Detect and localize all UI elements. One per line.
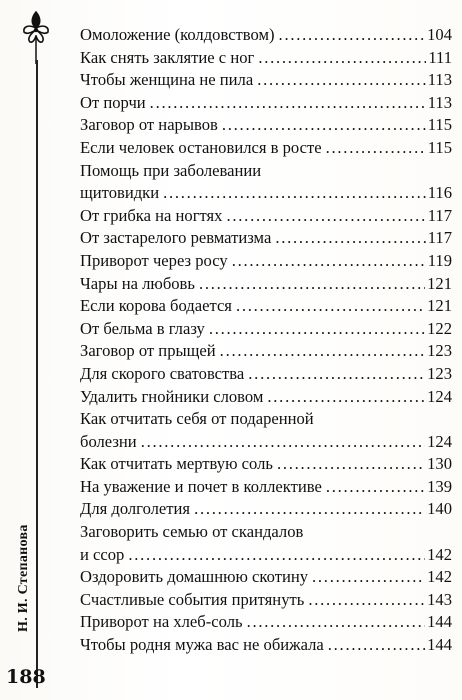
toc-entry-row [80,611,452,634]
toc-entry[interactable] [80,47,452,70]
toc-entry-title: От застарелого ревматизма [80,228,272,248]
toc-entry-row [80,318,452,341]
dot-leader [257,69,426,92]
dot-leader [312,566,425,589]
dot-leader [247,611,426,634]
toc-entry-row [80,205,452,228]
toc-entry-row [80,137,452,160]
toc-entry-page: 139 [427,476,452,496]
toc-entry-row [80,544,452,567]
toc-entry-page: 124 [427,386,452,406]
toc-entry-row [80,47,452,70]
toc-entry-page: 124 [427,431,452,451]
author-name: Н. И. Степанова [16,524,31,632]
dot-leader [258,47,426,70]
toc-entry-title: От грибка на ногтях [80,205,223,225]
toc-entry-page: 123 [427,341,452,361]
dot-leader [163,182,426,205]
dot-leader [220,340,425,363]
toc-entry-row [80,363,452,386]
toc-entry-title: Если человек остановился в росте [80,137,322,157]
toc-entry-page: 116 [427,183,452,203]
toc-entry[interactable] [80,273,452,296]
table-of-contents [80,24,452,657]
toc-entry[interactable] [80,340,452,363]
toc-entry-title: На уважение и почет в коллективе [80,476,322,496]
toc-entry[interactable] [80,498,452,521]
toc-entry[interactable] [80,408,452,453]
toc-entry-page: 117 [427,228,452,248]
dot-leader [236,295,425,318]
toc-entry-title: От бельма в глазу [80,318,205,338]
toc-entry-row [80,295,452,318]
toc-entry[interactable] [80,453,452,476]
toc-entry-row [80,386,452,409]
toc-entry-row [80,634,452,657]
toc-entry-page: 121 [427,273,452,293]
toc-entry-row [80,227,452,250]
toc-entry-title: и ссор [80,544,125,564]
dot-leader [275,227,425,250]
toc-entry-row [80,589,452,612]
toc-entry-row [80,114,452,137]
toc-entry-page: 130 [427,454,452,474]
toc-entry[interactable] [80,24,452,47]
toc-entry-row [80,340,452,363]
toc-entry-title: Омоложение (колдовством) [80,25,275,44]
toc-entry-page: 115 [427,115,452,135]
toc-entry-page: 140 [427,499,452,519]
toc-entry-row [80,476,452,499]
toc-entry-title: Как снять заклятие с ног [80,47,255,67]
toc-entry-title: Оздоровить домашнюю скотину [80,567,309,587]
toc-entry[interactable] [80,227,452,250]
toc-entry[interactable] [80,92,452,115]
toc-entry-title: Чтобы родня мужа вас не обижала [80,635,324,655]
toc-entry-title: Заговор от нарывов [80,115,218,135]
page-number: 188 [6,666,46,688]
toc-entry[interactable] [80,295,452,318]
dot-leader [194,498,425,521]
dot-leader [277,453,425,476]
dot-leader [209,318,425,341]
toc-entry-title-line: Помощь при заболевании [80,160,262,180]
dot-leader [248,363,425,386]
toc-entry-page: 121 [427,296,452,316]
toc-entry-title: щитовидки [80,183,160,203]
toc-entry-page: 111 [428,47,452,67]
toc-entry-row [80,431,452,454]
toc-entry-page: 115 [427,137,452,157]
toc-entry-page: 142 [427,567,452,587]
dot-leader [328,634,425,657]
dot-leader [326,476,425,499]
dot-leader [222,114,426,137]
toc-entry[interactable] [80,521,452,566]
toc-entry-title: Удалить гнойники словом [80,386,264,406]
toc-entry-page: 119 [427,250,452,270]
toc-entry-page: 113 [427,92,452,112]
toc-entry-page: 117 [427,205,452,225]
dot-leader [279,24,426,47]
toc-entry[interactable] [80,250,452,273]
dot-leader [232,250,426,273]
toc-entry-page: 113 [427,70,452,90]
dot-leader [326,137,426,160]
toc-entry[interactable] [80,634,452,657]
toc-entry-title: Счастливые события притянуть [80,589,305,609]
toc-entry-title: Заговор от прыщей [80,341,216,361]
toc-entry-title: Чары на любовь [80,273,195,293]
margin-rule [36,60,38,688]
toc-entry-title: Для долголетия [80,499,191,519]
toc-entry[interactable] [80,566,452,589]
toc-entry-title: Приворот на хлеб-соль [80,612,243,632]
toc-entry-row [80,566,452,589]
toc-entry-page: 122 [427,318,452,338]
toc-entry[interactable] [80,114,452,137]
dot-leader [128,544,425,567]
toc-entry-page: 144 [427,635,452,655]
toc-entry-title: Чтобы женщина не пила [80,70,254,90]
toc-entry[interactable] [80,363,452,386]
toc-entry[interactable] [80,69,452,92]
dot-leader [308,589,425,612]
toc-entry-title: От порчи [80,92,146,112]
toc-entry[interactable] [80,589,452,612]
toc-entry-page: 143 [427,589,452,609]
toc-entry-page: 123 [427,363,452,383]
toc-entry[interactable] [80,611,452,634]
toc-entry-title: Как отчитать мертвую соль [80,454,273,474]
toc-entry-page: 142 [427,544,452,564]
toc-entry-title: Приворот через росу [80,250,228,270]
toc-entry-title-line: Как отчитать себя от подаренной [80,409,314,429]
toc-entry-row [80,498,452,521]
floral-ornament-icon [18,8,54,64]
toc-entry-row [80,69,452,92]
toc-entry-page: 104 [427,25,452,44]
toc-entry-row [80,92,452,115]
toc-entry-title-line: Заговорить семью от скандалов [80,522,304,542]
toc-entry-row [80,453,452,476]
toc-entry[interactable] [80,205,452,228]
toc-entry[interactable] [80,476,452,499]
toc-entry[interactable] [80,318,452,341]
toc-entry-page: 144 [427,612,452,632]
toc-entry-title: Если корова бодается [80,296,232,316]
toc-entry[interactable] [80,386,452,409]
toc-entry[interactable] [80,160,452,205]
toc-entry-row [80,250,452,273]
toc-entry-title: Для скорого сватовства [80,363,245,383]
dot-leader [141,431,425,454]
toc-entry-row [80,273,452,296]
toc-entry-row [80,24,452,47]
toc-entry-row [80,182,452,205]
toc-entry[interactable] [80,137,452,160]
dot-leader [267,386,425,409]
dot-leader [226,205,425,228]
dot-leader [150,92,426,115]
toc-entry-title: болезни [80,431,137,451]
dot-leader [199,273,425,296]
